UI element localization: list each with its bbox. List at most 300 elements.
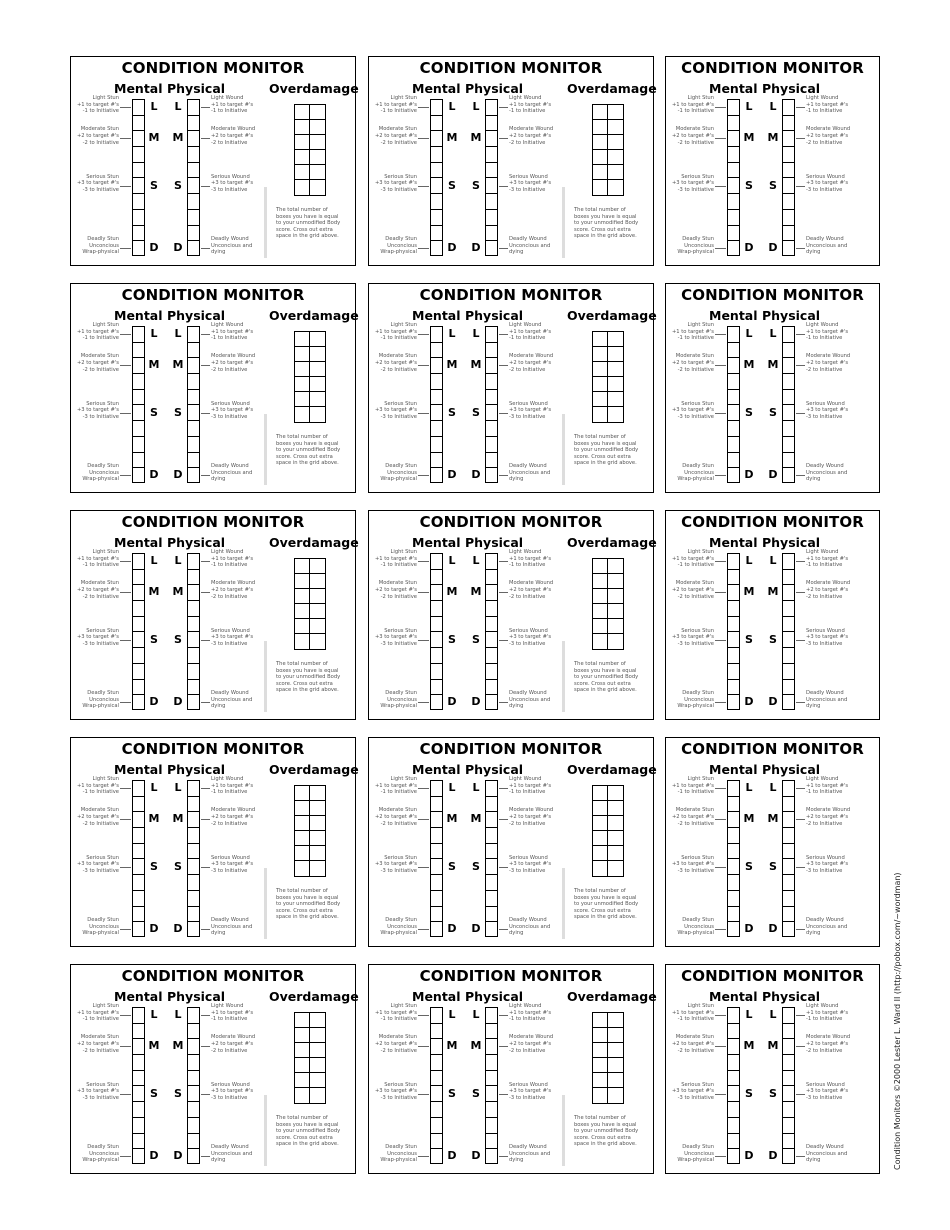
damage-box[interactable] bbox=[431, 358, 442, 374]
overdamage-box[interactable] bbox=[310, 150, 325, 165]
damage-box[interactable] bbox=[188, 1071, 199, 1087]
damage-box[interactable] bbox=[783, 1118, 794, 1134]
overdamage-box[interactable] bbox=[593, 604, 608, 619]
damage-box[interactable] bbox=[783, 226, 794, 242]
overdamage-box[interactable] bbox=[310, 574, 325, 589]
damage-box[interactable] bbox=[431, 907, 442, 923]
damage-box[interactable] bbox=[133, 116, 144, 132]
damage-box[interactable] bbox=[486, 875, 497, 891]
overdamage-box[interactable] bbox=[310, 816, 325, 831]
overdamage-box[interactable] bbox=[295, 831, 310, 846]
overdamage-box[interactable] bbox=[310, 559, 325, 574]
damage-box[interactable] bbox=[431, 680, 442, 696]
damage-box[interactable] bbox=[728, 453, 739, 469]
damage-box[interactable] bbox=[783, 358, 794, 374]
overdamage-box[interactable] bbox=[310, 1028, 325, 1043]
damage-box[interactable] bbox=[133, 664, 144, 680]
damage-box[interactable] bbox=[486, 844, 497, 860]
damage-box[interactable] bbox=[133, 844, 144, 860]
damage-box[interactable] bbox=[728, 922, 739, 938]
damage-box[interactable] bbox=[783, 859, 794, 875]
damage-box[interactable] bbox=[486, 1149, 497, 1165]
overdamage-box[interactable] bbox=[593, 135, 608, 150]
damage-box[interactable] bbox=[188, 358, 199, 374]
overdamage-box[interactable] bbox=[593, 1058, 608, 1073]
damage-box[interactable] bbox=[783, 680, 794, 696]
damage-box[interactable] bbox=[728, 241, 739, 257]
damage-box[interactable] bbox=[728, 1134, 739, 1150]
overdamage-box[interactable] bbox=[593, 831, 608, 846]
damage-box[interactable] bbox=[188, 327, 199, 343]
damage-box[interactable] bbox=[728, 781, 739, 797]
damage-box[interactable] bbox=[133, 327, 144, 343]
damage-box[interactable] bbox=[783, 648, 794, 664]
overdamage-box[interactable] bbox=[608, 846, 623, 861]
damage-box[interactable] bbox=[783, 405, 794, 421]
damage-box[interactable] bbox=[188, 907, 199, 923]
damage-box[interactable] bbox=[133, 421, 144, 437]
overdamage-box[interactable] bbox=[593, 589, 608, 604]
damage-box[interactable] bbox=[486, 374, 497, 390]
overdamage-box[interactable] bbox=[593, 786, 608, 801]
overdamage-box[interactable] bbox=[295, 604, 310, 619]
damage-box[interactable] bbox=[728, 226, 739, 242]
damage-box[interactable] bbox=[783, 664, 794, 680]
damage-box[interactable] bbox=[486, 437, 497, 453]
damage-box[interactable] bbox=[486, 570, 497, 586]
damage-box[interactable] bbox=[728, 680, 739, 696]
damage-box[interactable] bbox=[133, 1024, 144, 1040]
damage-box[interactable] bbox=[133, 437, 144, 453]
damage-box[interactable] bbox=[486, 1118, 497, 1134]
damage-box[interactable] bbox=[431, 131, 442, 147]
damage-box[interactable] bbox=[188, 875, 199, 891]
damage-box[interactable] bbox=[133, 210, 144, 226]
damage-box[interactable] bbox=[188, 570, 199, 586]
damage-box[interactable] bbox=[133, 1039, 144, 1055]
damage-box[interactable] bbox=[783, 147, 794, 163]
damage-box[interactable] bbox=[133, 617, 144, 633]
damage-box[interactable] bbox=[728, 601, 739, 617]
overdamage-box[interactable] bbox=[608, 861, 623, 876]
damage-box[interactable] bbox=[133, 100, 144, 116]
damage-box[interactable] bbox=[486, 891, 497, 907]
damage-box[interactable] bbox=[783, 437, 794, 453]
damage-box[interactable] bbox=[133, 570, 144, 586]
damage-box[interactable] bbox=[728, 875, 739, 891]
overdamage-box[interactable] bbox=[608, 589, 623, 604]
damage-box[interactable] bbox=[783, 1039, 794, 1055]
damage-box[interactable] bbox=[783, 421, 794, 437]
damage-box[interactable] bbox=[188, 147, 199, 163]
overdamage-box[interactable] bbox=[608, 362, 623, 377]
damage-box[interactable] bbox=[133, 468, 144, 484]
damage-box[interactable] bbox=[783, 390, 794, 406]
damage-box[interactable] bbox=[486, 680, 497, 696]
overdamage-box[interactable] bbox=[295, 559, 310, 574]
damage-box[interactable] bbox=[133, 1086, 144, 1102]
damage-box[interactable] bbox=[486, 1039, 497, 1055]
damage-box[interactable] bbox=[188, 648, 199, 664]
damage-box[interactable] bbox=[783, 828, 794, 844]
overdamage-box[interactable] bbox=[295, 407, 310, 422]
damage-box[interactable] bbox=[728, 1102, 739, 1118]
damage-box[interactable] bbox=[431, 100, 442, 116]
damage-box[interactable] bbox=[783, 570, 794, 586]
damage-box[interactable] bbox=[728, 797, 739, 813]
damage-box[interactable] bbox=[783, 453, 794, 469]
damage-box[interactable] bbox=[486, 859, 497, 875]
damage-box[interactable] bbox=[728, 554, 739, 570]
overdamage-box[interactable] bbox=[310, 362, 325, 377]
overdamage-box[interactable] bbox=[295, 1043, 310, 1058]
damage-box[interactable] bbox=[133, 1055, 144, 1071]
damage-box[interactable] bbox=[486, 1086, 497, 1102]
overdamage-box[interactable] bbox=[310, 377, 325, 392]
damage-box[interactable] bbox=[486, 554, 497, 570]
damage-box[interactable] bbox=[188, 421, 199, 437]
damage-box[interactable] bbox=[783, 116, 794, 132]
damage-box[interactable] bbox=[431, 163, 442, 179]
damage-box[interactable] bbox=[783, 468, 794, 484]
damage-box[interactable] bbox=[728, 648, 739, 664]
overdamage-box[interactable] bbox=[295, 105, 310, 120]
damage-box[interactable] bbox=[783, 585, 794, 601]
overdamage-box[interactable] bbox=[608, 816, 623, 831]
overdamage-box[interactable] bbox=[593, 332, 608, 347]
damage-box[interactable] bbox=[486, 468, 497, 484]
overdamage-box[interactable] bbox=[608, 1028, 623, 1043]
overdamage-box[interactable] bbox=[310, 786, 325, 801]
damage-box[interactable] bbox=[783, 1008, 794, 1024]
damage-box[interactable] bbox=[486, 358, 497, 374]
damage-box[interactable] bbox=[486, 116, 497, 132]
damage-box[interactable] bbox=[133, 1071, 144, 1087]
damage-box[interactable] bbox=[133, 1118, 144, 1134]
overdamage-box[interactable] bbox=[608, 1043, 623, 1058]
overdamage-box[interactable] bbox=[295, 332, 310, 347]
damage-box[interactable] bbox=[486, 390, 497, 406]
overdamage-box[interactable] bbox=[295, 1013, 310, 1028]
damage-box[interactable] bbox=[431, 875, 442, 891]
damage-box[interactable] bbox=[133, 875, 144, 891]
damage-box[interactable] bbox=[188, 859, 199, 875]
overdamage-box[interactable] bbox=[295, 135, 310, 150]
damage-box[interactable] bbox=[133, 226, 144, 242]
damage-box[interactable] bbox=[728, 1024, 739, 1040]
damage-box[interactable] bbox=[431, 859, 442, 875]
damage-box[interactable] bbox=[188, 468, 199, 484]
damage-box[interactable] bbox=[728, 695, 739, 711]
damage-box[interactable] bbox=[486, 178, 497, 194]
overdamage-box[interactable] bbox=[608, 392, 623, 407]
damage-box[interactable] bbox=[486, 421, 497, 437]
damage-box[interactable] bbox=[188, 680, 199, 696]
damage-box[interactable] bbox=[133, 1149, 144, 1165]
damage-box[interactable] bbox=[486, 664, 497, 680]
damage-box[interactable] bbox=[486, 648, 497, 664]
damage-box[interactable] bbox=[133, 812, 144, 828]
damage-box[interactable] bbox=[431, 147, 442, 163]
damage-box[interactable] bbox=[188, 241, 199, 257]
damage-box[interactable] bbox=[133, 680, 144, 696]
damage-box[interactable] bbox=[431, 570, 442, 586]
damage-box[interactable] bbox=[188, 1134, 199, 1150]
overdamage-box[interactable] bbox=[593, 392, 608, 407]
damage-box[interactable] bbox=[783, 797, 794, 813]
damage-box[interactable] bbox=[486, 163, 497, 179]
damage-box[interactable] bbox=[133, 1008, 144, 1024]
damage-box[interactable] bbox=[728, 343, 739, 359]
overdamage-box[interactable] bbox=[310, 1013, 325, 1028]
damage-box[interactable] bbox=[133, 1134, 144, 1150]
damage-box[interactable] bbox=[728, 844, 739, 860]
damage-box[interactable] bbox=[486, 343, 497, 359]
damage-box[interactable] bbox=[783, 100, 794, 116]
damage-box[interactable] bbox=[188, 1149, 199, 1165]
overdamage-box[interactable] bbox=[593, 150, 608, 165]
overdamage-box[interactable] bbox=[593, 634, 608, 649]
overdamage-box[interactable] bbox=[295, 801, 310, 816]
damage-box[interactable] bbox=[431, 178, 442, 194]
damage-box[interactable] bbox=[431, 453, 442, 469]
damage-box[interactable] bbox=[783, 554, 794, 570]
damage-box[interactable] bbox=[188, 1024, 199, 1040]
overdamage-box[interactable] bbox=[310, 347, 325, 362]
overdamage-box[interactable] bbox=[295, 1073, 310, 1088]
damage-box[interactable] bbox=[188, 844, 199, 860]
overdamage-box[interactable] bbox=[295, 180, 310, 195]
overdamage-box[interactable] bbox=[608, 619, 623, 634]
damage-box[interactable] bbox=[728, 358, 739, 374]
damage-box[interactable] bbox=[728, 210, 739, 226]
damage-box[interactable] bbox=[188, 828, 199, 844]
overdamage-box[interactable] bbox=[608, 634, 623, 649]
damage-box[interactable] bbox=[188, 781, 199, 797]
overdamage-box[interactable] bbox=[608, 604, 623, 619]
overdamage-box[interactable] bbox=[295, 362, 310, 377]
damage-box[interactable] bbox=[431, 1149, 442, 1165]
damage-box[interactable] bbox=[728, 1086, 739, 1102]
damage-box[interactable] bbox=[431, 632, 442, 648]
damage-box[interactable] bbox=[783, 327, 794, 343]
overdamage-box[interactable] bbox=[295, 392, 310, 407]
damage-box[interactable] bbox=[431, 781, 442, 797]
overdamage-box[interactable] bbox=[295, 634, 310, 649]
damage-box[interactable] bbox=[728, 194, 739, 210]
damage-box[interactable] bbox=[783, 812, 794, 828]
overdamage-box[interactable] bbox=[295, 589, 310, 604]
damage-box[interactable] bbox=[431, 585, 442, 601]
overdamage-box[interactable] bbox=[593, 362, 608, 377]
damage-box[interactable] bbox=[728, 1118, 739, 1134]
overdamage-box[interactable] bbox=[310, 392, 325, 407]
overdamage-box[interactable] bbox=[593, 1043, 608, 1058]
damage-box[interactable] bbox=[728, 1055, 739, 1071]
overdamage-box[interactable] bbox=[593, 347, 608, 362]
overdamage-box[interactable] bbox=[295, 165, 310, 180]
damage-box[interactable] bbox=[188, 343, 199, 359]
damage-box[interactable] bbox=[431, 1118, 442, 1134]
overdamage-box[interactable] bbox=[310, 180, 325, 195]
overdamage-box[interactable] bbox=[310, 846, 325, 861]
overdamage-box[interactable] bbox=[608, 165, 623, 180]
damage-box[interactable] bbox=[486, 327, 497, 343]
overdamage-box[interactable] bbox=[295, 347, 310, 362]
damage-box[interactable] bbox=[188, 131, 199, 147]
damage-box[interactable] bbox=[486, 100, 497, 116]
damage-box[interactable] bbox=[486, 922, 497, 938]
damage-box[interactable] bbox=[431, 390, 442, 406]
overdamage-box[interactable] bbox=[295, 861, 310, 876]
damage-box[interactable] bbox=[133, 907, 144, 923]
damage-box[interactable] bbox=[486, 405, 497, 421]
overdamage-box[interactable] bbox=[310, 332, 325, 347]
damage-box[interactable] bbox=[188, 1086, 199, 1102]
overdamage-box[interactable] bbox=[310, 135, 325, 150]
damage-box[interactable] bbox=[133, 241, 144, 257]
damage-box[interactable] bbox=[486, 695, 497, 711]
damage-box[interactable] bbox=[728, 1039, 739, 1055]
damage-box[interactable] bbox=[431, 617, 442, 633]
overdamage-box[interactable] bbox=[295, 150, 310, 165]
damage-box[interactable] bbox=[728, 585, 739, 601]
damage-box[interactable] bbox=[783, 1134, 794, 1150]
overdamage-box[interactable] bbox=[608, 801, 623, 816]
damage-box[interactable] bbox=[431, 812, 442, 828]
overdamage-box[interactable] bbox=[310, 1043, 325, 1058]
damage-box[interactable] bbox=[431, 891, 442, 907]
damage-box[interactable] bbox=[188, 374, 199, 390]
damage-box[interactable] bbox=[431, 405, 442, 421]
damage-box[interactable] bbox=[783, 178, 794, 194]
damage-box[interactable] bbox=[188, 163, 199, 179]
overdamage-box[interactable] bbox=[295, 846, 310, 861]
damage-box[interactable] bbox=[486, 907, 497, 923]
overdamage-box[interactable] bbox=[310, 165, 325, 180]
overdamage-box[interactable] bbox=[608, 574, 623, 589]
damage-box[interactable] bbox=[133, 1102, 144, 1118]
damage-box[interactable] bbox=[431, 1008, 442, 1024]
damage-box[interactable] bbox=[431, 343, 442, 359]
damage-box[interactable] bbox=[431, 648, 442, 664]
overdamage-box[interactable] bbox=[310, 801, 325, 816]
overdamage-box[interactable] bbox=[608, 1088, 623, 1103]
damage-box[interactable] bbox=[431, 1102, 442, 1118]
damage-box[interactable] bbox=[486, 1071, 497, 1087]
damage-box[interactable] bbox=[431, 437, 442, 453]
overdamage-box[interactable] bbox=[593, 861, 608, 876]
damage-box[interactable] bbox=[728, 632, 739, 648]
damage-box[interactable] bbox=[133, 131, 144, 147]
damage-box[interactable] bbox=[188, 178, 199, 194]
damage-box[interactable] bbox=[486, 1134, 497, 1150]
damage-box[interactable] bbox=[486, 1102, 497, 1118]
damage-box[interactable] bbox=[783, 891, 794, 907]
damage-box[interactable] bbox=[783, 194, 794, 210]
damage-box[interactable] bbox=[728, 907, 739, 923]
overdamage-box[interactable] bbox=[310, 407, 325, 422]
overdamage-box[interactable] bbox=[608, 120, 623, 135]
damage-box[interactable] bbox=[783, 922, 794, 938]
damage-box[interactable] bbox=[783, 210, 794, 226]
overdamage-box[interactable] bbox=[310, 604, 325, 619]
damage-box[interactable] bbox=[188, 116, 199, 132]
damage-box[interactable] bbox=[133, 601, 144, 617]
damage-box[interactable] bbox=[783, 343, 794, 359]
damage-box[interactable] bbox=[188, 437, 199, 453]
damage-box[interactable] bbox=[431, 421, 442, 437]
damage-box[interactable] bbox=[728, 617, 739, 633]
damage-box[interactable] bbox=[133, 695, 144, 711]
damage-box[interactable] bbox=[486, 617, 497, 633]
damage-box[interactable] bbox=[431, 797, 442, 813]
overdamage-box[interactable] bbox=[310, 861, 325, 876]
damage-box[interactable] bbox=[728, 859, 739, 875]
overdamage-box[interactable] bbox=[295, 1028, 310, 1043]
damage-box[interactable] bbox=[728, 468, 739, 484]
overdamage-box[interactable] bbox=[295, 1088, 310, 1103]
damage-box[interactable] bbox=[486, 147, 497, 163]
overdamage-box[interactable] bbox=[593, 377, 608, 392]
damage-box[interactable] bbox=[728, 1149, 739, 1165]
damage-box[interactable] bbox=[133, 632, 144, 648]
damage-box[interactable] bbox=[728, 100, 739, 116]
damage-box[interactable] bbox=[783, 241, 794, 257]
damage-box[interactable] bbox=[486, 781, 497, 797]
overdamage-box[interactable] bbox=[310, 1088, 325, 1103]
damage-box[interactable] bbox=[728, 828, 739, 844]
overdamage-box[interactable] bbox=[310, 831, 325, 846]
damage-box[interactable] bbox=[133, 194, 144, 210]
damage-box[interactable] bbox=[783, 875, 794, 891]
damage-box[interactable] bbox=[188, 632, 199, 648]
damage-box[interactable] bbox=[188, 210, 199, 226]
damage-box[interactable] bbox=[431, 226, 442, 242]
damage-box[interactable] bbox=[783, 163, 794, 179]
overdamage-box[interactable] bbox=[608, 407, 623, 422]
damage-box[interactable] bbox=[783, 601, 794, 617]
damage-box[interactable] bbox=[728, 1071, 739, 1087]
damage-box[interactable] bbox=[133, 797, 144, 813]
damage-box[interactable] bbox=[133, 922, 144, 938]
overdamage-box[interactable] bbox=[295, 377, 310, 392]
damage-box[interactable] bbox=[133, 453, 144, 469]
overdamage-box[interactable] bbox=[608, 105, 623, 120]
damage-box[interactable] bbox=[133, 554, 144, 570]
overdamage-box[interactable] bbox=[310, 634, 325, 649]
overdamage-box[interactable] bbox=[608, 347, 623, 362]
damage-box[interactable] bbox=[783, 1102, 794, 1118]
damage-box[interactable] bbox=[431, 1134, 442, 1150]
damage-box[interactable] bbox=[133, 163, 144, 179]
overdamage-box[interactable] bbox=[295, 120, 310, 135]
damage-box[interactable] bbox=[188, 617, 199, 633]
damage-box[interactable] bbox=[431, 1055, 442, 1071]
overdamage-box[interactable] bbox=[295, 574, 310, 589]
damage-box[interactable] bbox=[728, 437, 739, 453]
overdamage-box[interactable] bbox=[310, 1073, 325, 1088]
damage-box[interactable] bbox=[133, 781, 144, 797]
damage-box[interactable] bbox=[728, 131, 739, 147]
damage-box[interactable] bbox=[431, 1039, 442, 1055]
damage-box[interactable] bbox=[486, 1024, 497, 1040]
overdamage-box[interactable] bbox=[295, 619, 310, 634]
damage-box[interactable] bbox=[783, 1024, 794, 1040]
overdamage-box[interactable] bbox=[593, 574, 608, 589]
overdamage-box[interactable] bbox=[593, 1013, 608, 1028]
damage-box[interactable] bbox=[133, 147, 144, 163]
